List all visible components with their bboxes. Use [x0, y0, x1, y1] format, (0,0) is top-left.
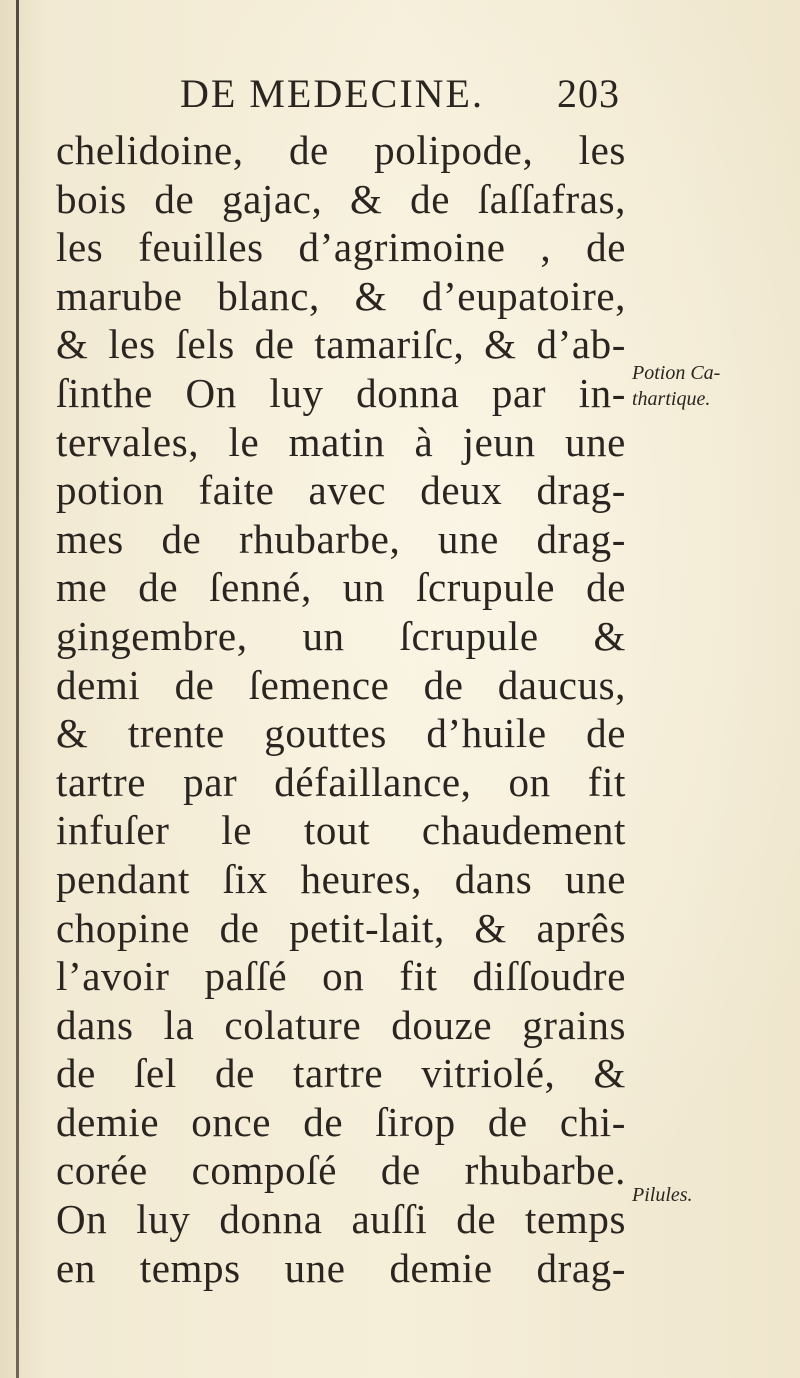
text-line: pendant ſix heures, dans une [56, 855, 626, 902]
text-line: l’avoir paſſé on fit diſſoudre [56, 953, 626, 1000]
text-line: tervales, le matin à jeun une [56, 418, 626, 465]
marginal-note-potion [632, 360, 720, 412]
text-line: bois de gajac, & de ſaſſafras, [56, 175, 626, 222]
marginal-note-pilules [632, 1182, 693, 1208]
text-line: ſinthe On luy donna par in- [56, 369, 626, 416]
running-head [180, 70, 640, 120]
text-line: On luy donna auſſi de temps [56, 1196, 626, 1243]
text-line: & trente gouttes d’huile de [56, 710, 626, 757]
text-line: de ſel de tartre vitriolé, & [56, 1050, 626, 1097]
text-line: en temps une demie drag- [56, 1244, 626, 1291]
text-line: demie once de ſirop de chi- [56, 1098, 626, 1145]
text-line: chopine de petit-lait, & aprês [56, 904, 626, 951]
text-line: mes de rhubarbe, une drag- [56, 515, 626, 562]
body-text [56, 126, 626, 1292]
text-line: tartre par défaillance, on fit [56, 758, 626, 805]
text-line: chelidoine, de polipode, les [56, 127, 626, 173]
text-line: corée compoſé de rhubarbe. [56, 1147, 626, 1194]
text-line: & les ſels de tamariſc, & d’ab- [56, 321, 626, 368]
text-line: me de ſenné, un ſcrupule de [56, 564, 626, 611]
text-line: infuſer le tout chaudement [56, 807, 626, 854]
running-head-title: DE MEDECINE. [180, 71, 484, 116]
text-line: les feuilles d’agrimoine , de [56, 224, 626, 271]
marginal-note-line: thartique. [632, 388, 711, 410]
marginal-note-line: Potion Ca- [632, 362, 721, 384]
text-line: gingembre, un ſcrupule & [56, 612, 626, 659]
page-gutter-edge [16, 0, 19, 1378]
text-line: dans la colature douze grains [56, 1001, 626, 1048]
marginal-note-line: Pilules. [632, 1184, 693, 1206]
text-line: demi de ſemence de daucus, [56, 661, 626, 708]
text-line: potion faite avec deux drag- [56, 467, 626, 514]
page-number: 203 [557, 71, 620, 116]
text-line: marube blanc, & d’eupatoire, [56, 272, 626, 319]
